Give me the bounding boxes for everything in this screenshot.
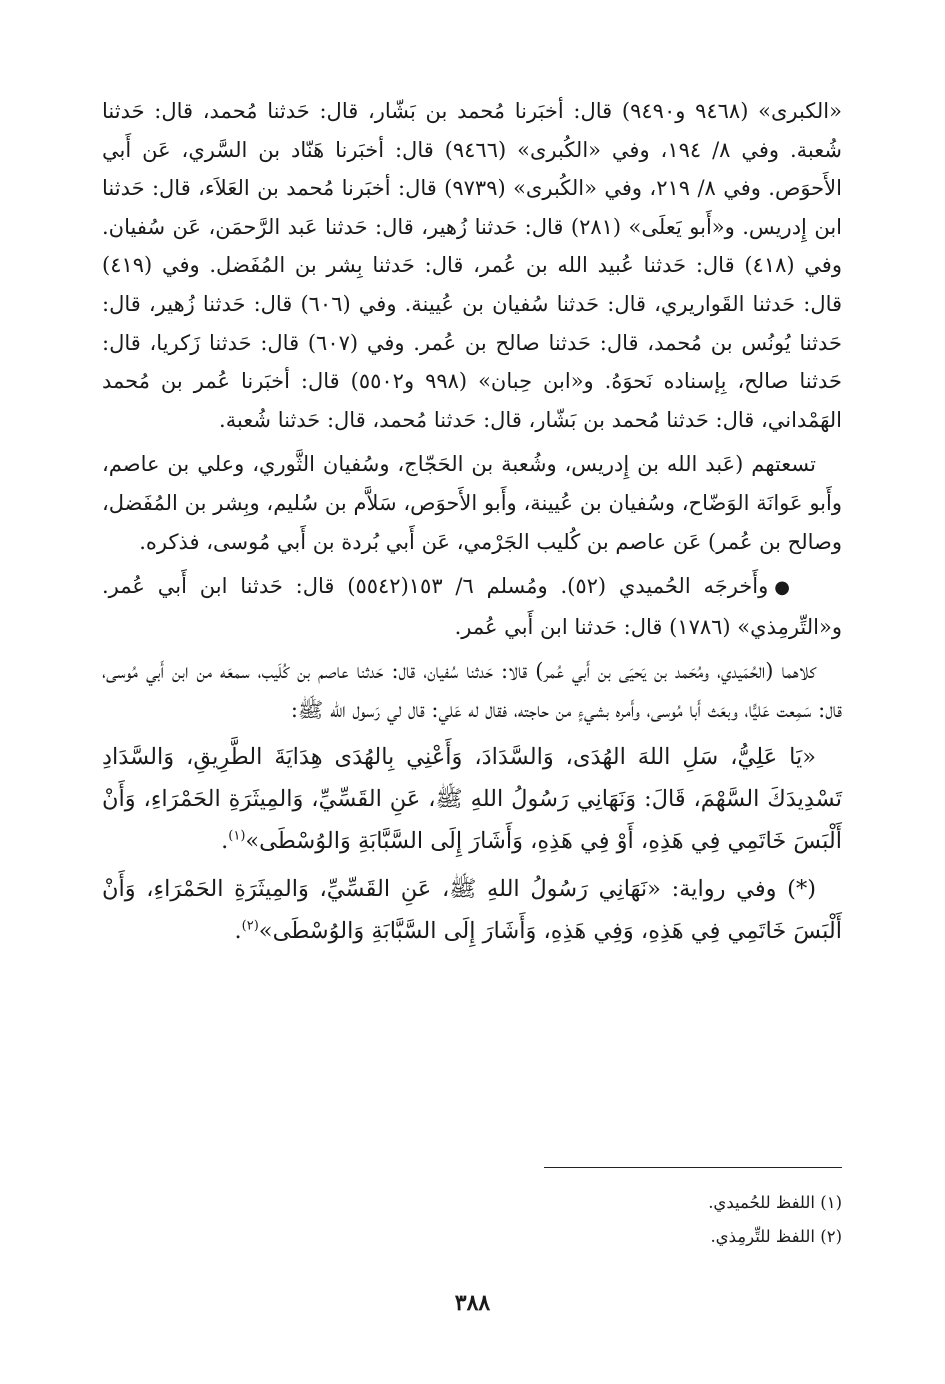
- hadith-text-end: .: [221, 827, 229, 854]
- paragraph-other-sources-text: وأَخرجَه الحُميدي (٥٢). ومُسلم ٦/ ١٥٣(٥٥٤٢) قال: حَدثنا ابن أَبي عُمر. و«التِّرمِذي» (١٧٨٦) قال: حَدثنا ابن أَبي عُمر.: [102, 574, 842, 639]
- hadith-variant-body: (*) وفي رواية: «نَهَانِي رَسُولُ اللهِ ﷺ، عَنِ القَسِّيِّ، وَالمِيثَرَةِ الحَمْرَاءِ، وَأَنْ أَلْبَسَ خَاتَمِي فِي هَذِهِ، وَفِي هَذِهِ، وَأَشَارَ إِلَى السَّبَّابَةِ وَالوُسْطَى»: [102, 875, 842, 944]
- paragraph-sources: «الكبرى» (٩٤٦٨ و٩٤٩٠) قال: أخبَرنا مُحمد بن بَشّار، قال: حَدثنا مُحمد، قال: حَدثنا شُعبة. وفي ٨/ ١٩٤، وفي «الكُبرى» (٩٤٦٦) قال: أخبَرنا هَنّاد بن السَّري، عَن أَبي الأَحوَص. وفي ٨/ ٢١٩، وفي «الكُبرى» (٩٧٣٩) قال: أخبَرنا مُحمد بن العَلاَء، قال: حَدثنا ابن إِدريس. و«أَبو يَعلَى» (٢٨١) قال: حَدثنا زُهير، قال: حَدثنا عَبد الرَّحمَن، عَن سُفيان. وفي (٤١٨) قال: حَدثنا عُبيد الله بن عُمر، قال: حَدثنا بِشر بن المُفَضل. وفي (٤١٩) قال: حَدثنا القَواريري، قال: حَدثنا سُفيان بن عُيينة. وفي (٦٠٦) قال: حَدثنا زُهير، قال: حَدثنا يُونُس بن مُحمد، قال: حَدثنا صالح بن عُمر. وفي (٦٠٧) قال: حَدثنا زَكريا، قال: حَدثنا صالح، بِإسناده نَحوَهُ. و«ابن حِبان» (٩٩٨ و٥٥٠٢) قال: أخبَرنا عُمر بن مُحمد الهَمْداني، قال: حَدثنا مُحمد بن بَشّار، قال: حَدثنا مُحمد، قال: حَدثنا شُعبة.: [102, 99, 843, 432]
- paragraph-other-sources: [102, 567, 842, 646]
- footnote-ref-1: (١): [228, 828, 246, 843]
- hadith-text-body: «يَا عَلِيُّ، سَلِ اللهَ الهُدَى، وَالسَّدَادَ، وَأَعْنِي بِالهُدَى هِدَايَةَ الطَّرِيقِ، وَالسَّدَادِ تَسْدِيدَكَ السَّهْمَ، قَالَ: وَنَهَانِي رَسُولُ اللهِ ﷺ، عَنِ القَسِّيِّ، وَالمِيثَرَةِ الحَمْرَاءِ، وَأَنْ أَلْبَسَ خَاتَمِي فِي هَذِهِ، أَوْ فِي هَذِهِ، وَأَشَارَ إِلَى السَّبَّابَةِ وَالوُسْطَى»: [102, 743, 842, 854]
- footnote-divider: [544, 1167, 842, 1168]
- hadith-variant-end: .: [234, 917, 242, 944]
- page-body: [102, 92, 842, 958]
- page-number: ٣٨٨: [454, 1290, 491, 1316]
- bullet-icon: ●: [774, 577, 790, 599]
- footnotes: [102, 1186, 842, 1254]
- hadith-variant: [102, 868, 842, 952]
- footnote-ref-2: (٢): [241, 918, 259, 933]
- paragraph-narrators: تسعتهم (عَبد الله بن إِدريس، وشُعبة بن الحَجّاج، وسُفيان الثَّوري، وعلي بن عاصم، وأَبو عَوانَة الوَضّاح، وسُفيان بن عُيينة، وأَبو الأَحوَص، سَلاَّم بن سُليم، وبِشر بن المُفَضل، وصالح بن عُمر) عَن عاصم بن كُليب الجَرْمي، عَن أَبي بُردة بن أَبي مُوسى، فذكره.: [102, 452, 842, 554]
- paragraph-chain: كلاهما (الحُمَيدي، ومُحَمد بن يَحيَى بن أَبي عُمر) قالا: حَدثنا سُفيان، قال: حَدثنا عاصم بن كُلَيب، سمعَه من ابن أَبي مُوسى، قال: سَمِعت عَليًّا، وبعَث أَبا مُوسى، وأَمره بشيءٍ من حاجته، فقال له عَلي: قال لي رَسول الله ﷺ:: [102, 659, 842, 722]
- footnote-2: (٢) اللفظ للتِّرمِذي.: [710, 1227, 842, 1246]
- footnote-1: (١) اللفظ للحُميدي.: [708, 1193, 842, 1212]
- hadith-text: [102, 736, 842, 862]
